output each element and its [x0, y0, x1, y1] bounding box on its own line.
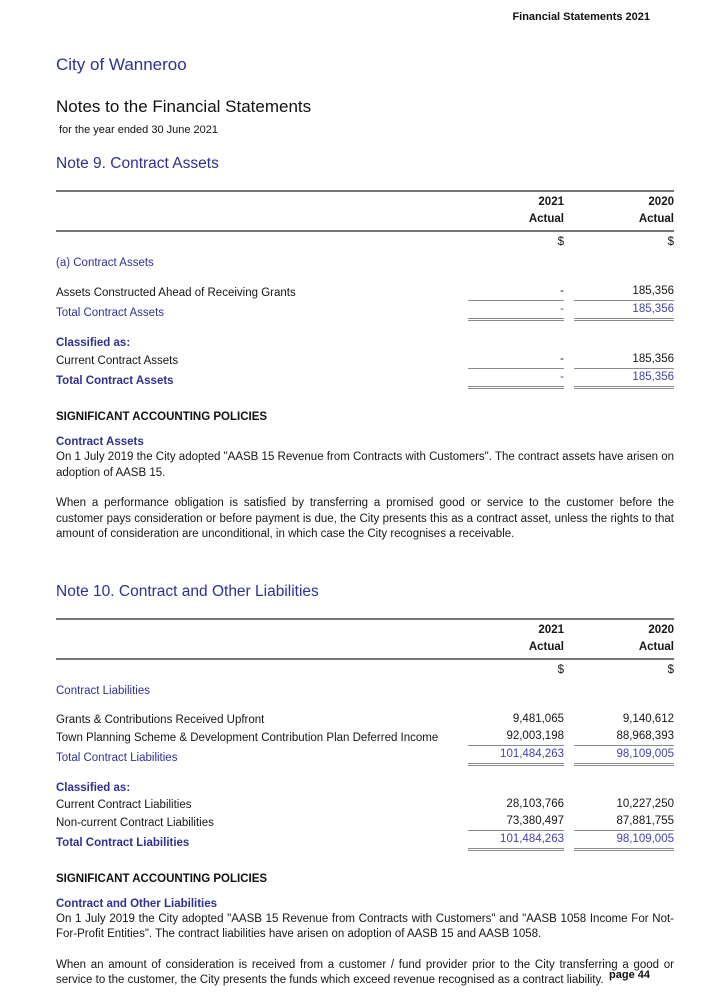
table-row	[56, 351, 674, 369]
row-label: Total Contract Liabilities	[56, 836, 190, 849]
table-total-row	[56, 746, 674, 766]
row-label: Town Planning Scheme & Development Contribution Plan Deferred Income	[56, 731, 439, 744]
note9-policies-heading: SIGNIFICANT ACCOUNTING POLICIES	[56, 411, 268, 423]
col-sub-2020: Actual	[638, 640, 674, 653]
row-value-2021: 73,380,497	[468, 813, 564, 831]
table-total-row	[56, 831, 674, 851]
note10-policies-para1: On 1 July 2019 the City adopted "AASB 15 Revenue from Contracts with Customers" and "AASB 1058 Income For Not-For-Profit Entities". The contract liabilities have arisen on adoption of AASB 15 and AASB 1058.	[56, 912, 674, 940]
row-value-2020: 10,227,250	[616, 797, 674, 810]
row-value-2020: 185,356	[574, 301, 674, 321]
spacer	[56, 699, 674, 711]
table-row	[56, 283, 674, 301]
note10-policies-heading: SIGNIFICANT ACCOUNTING POLICIES	[56, 872, 268, 885]
page-number: page 44	[609, 969, 650, 981]
note10-table	[56, 618, 674, 851]
row-value-2020: 98,109,005	[574, 831, 674, 851]
col-unit-2020: $	[667, 663, 674, 676]
col-year-2020: 2020	[648, 623, 674, 636]
col-sub-2020: Actual	[638, 213, 674, 225]
row-value-2020: 185,356	[574, 369, 674, 389]
table-total-row	[56, 369, 674, 389]
col-sub-2021: Actual	[528, 213, 564, 225]
row-value-2020: 88,968,393	[574, 728, 674, 746]
row-label: Assets Constructed Ahead of Receiving Grants	[56, 287, 296, 299]
col-unit-2021: $	[557, 663, 564, 676]
row-value-2020: 9,140,612	[622, 712, 674, 725]
row-label: Total Contract Liabilities	[56, 751, 178, 764]
col-unit-2021: $	[557, 236, 564, 248]
spacer	[56, 766, 674, 780]
note9-table	[56, 190, 674, 389]
col-year-2021: 2021	[538, 623, 564, 636]
note10-section-label: Contract Liabilities	[56, 684, 150, 697]
note9-table-header-years	[56, 192, 674, 211]
note10-table-header-years	[56, 620, 674, 639]
col-year-2020: 2020	[648, 196, 674, 208]
note9-policies-subheading: Contract Assets	[56, 436, 144, 448]
page-content	[0, 55, 706, 989]
table-total-row	[56, 301, 674, 321]
page-header-right: Financial Statements 2021	[512, 11, 650, 23]
note10-table-header-unit	[56, 660, 674, 679]
row-value-2021: 28,103,766	[506, 797, 564, 810]
note9-classified-label: Classified as:	[56, 337, 131, 349]
spacer	[56, 271, 674, 283]
row-value-2020: 185,356	[574, 351, 674, 369]
note10-table-header-actual	[56, 639, 674, 660]
row-value-2020: 98,109,005	[574, 746, 674, 766]
table-row	[56, 813, 674, 831]
row-label: Grants & Contributions Received Upfront	[56, 713, 265, 726]
note9-table-header-unit	[56, 232, 674, 251]
row-label: Current Contract Assets	[56, 355, 179, 367]
col-unit-2020: $	[667, 236, 674, 248]
row-value-2021: 92,003,198	[468, 728, 564, 746]
organisation-title: City of Wanneroo	[56, 55, 187, 74]
table-row	[56, 796, 674, 813]
row-value-2021: 101,484,263	[468, 831, 564, 851]
row-label: Current Contract Liabilities	[56, 798, 192, 811]
document-subtitle: for the year ended 30 June 2021	[59, 124, 219, 136]
row-value-2021: -	[468, 301, 564, 321]
note10-policies-subheading: Contract and Other Liabilities	[56, 897, 218, 910]
row-value-2021: -	[468, 369, 564, 389]
row-label: Total Contract Assets	[56, 375, 174, 387]
note10-classified-label: Classified as:	[56, 781, 131, 794]
note9-heading: Note 9. Contract Assets	[56, 155, 219, 172]
row-value-2020: 185,356	[574, 283, 674, 301]
row-value-2021: -	[468, 351, 564, 369]
note9-table-header-actual	[56, 211, 674, 232]
note9-policies-para2: When a performance obligation is satisfied by transferring a promised good or service to the customer before the customer pays consideration or before payment is due, the City presents this as a contract asset, unless the rights to that amount of consideration are unconditional, in which case the City recognises a receivable.	[56, 497, 674, 540]
table-row	[56, 711, 674, 728]
row-label: Non-current Contract Liabilities	[56, 816, 214, 829]
row-value-2021: 101,484,263	[468, 746, 564, 766]
note10-policies-para2: When an amount of consideration is received from a customer / fund provider prior to the City transferring a good or service to the customer, the City presents the funds which exceed revenue recognised as a contract liability.	[56, 958, 674, 986]
col-year-2021: 2021	[538, 196, 564, 208]
note9-section-label: (a) Contract Assets	[56, 257, 154, 269]
row-value-2021: -	[468, 283, 564, 301]
note10-heading: Note 10. Contract and Other Liabilities	[56, 582, 319, 600]
col-sub-2021: Actual	[528, 640, 564, 653]
row-value-2020: 87,881,755	[574, 813, 674, 831]
document-title: Notes to the Financial Statements	[56, 97, 312, 116]
row-value-2021: 9,481,065	[512, 712, 564, 725]
table-row	[56, 728, 674, 746]
note9-policies-para1: On 1 July 2019 the City adopted "AASB 15 Revenue from Contracts with Customers". The contract assets have arisen on adoption of AASB 15.	[56, 451, 674, 479]
spacer	[56, 321, 674, 335]
row-label: Total Contract Assets	[56, 307, 165, 319]
